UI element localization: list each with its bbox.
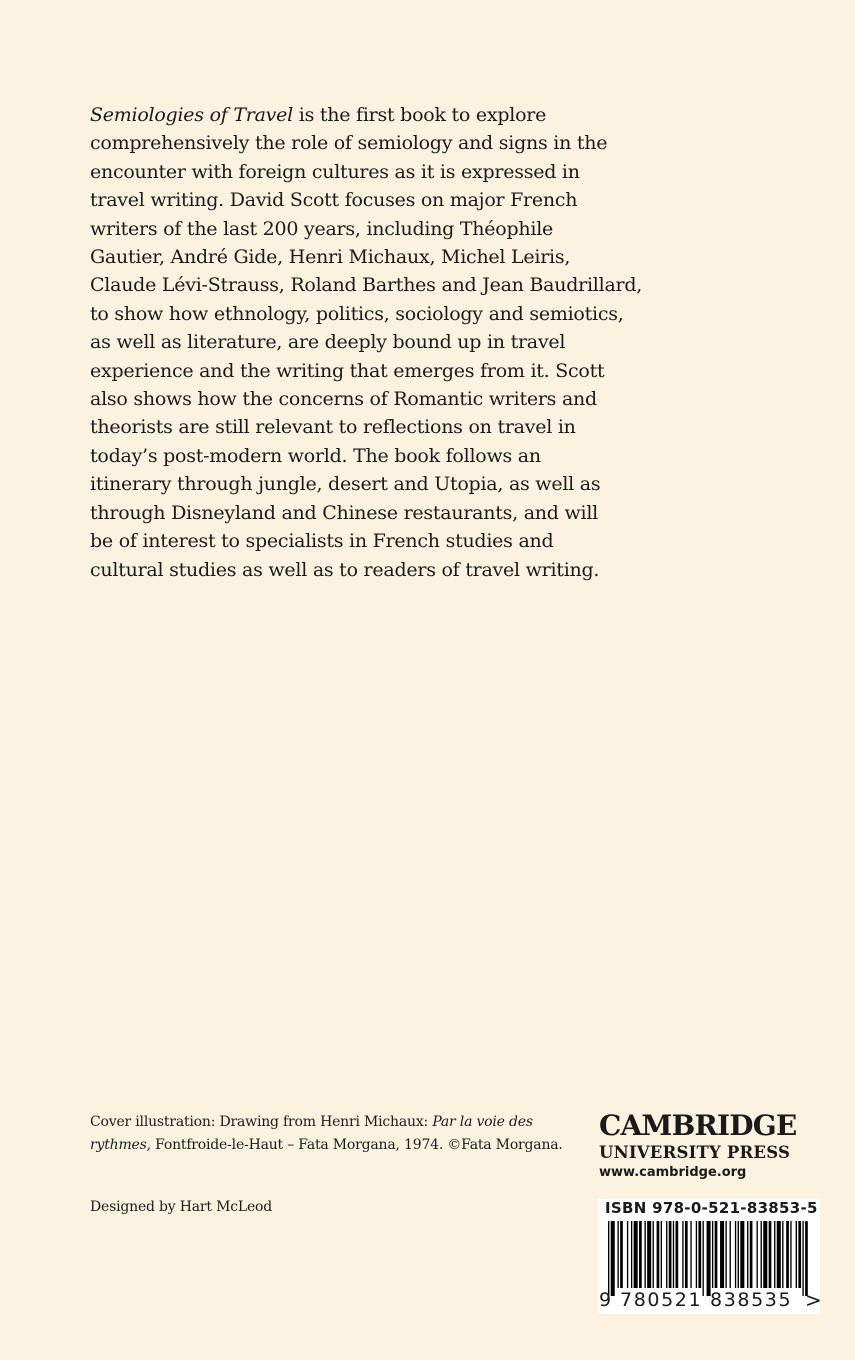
barcode-bar xyxy=(682,1221,683,1288)
barcode-digits-left: 780521 xyxy=(620,1289,703,1311)
publisher-subtitle: UNIVERSITY PRESS xyxy=(599,1143,791,1162)
barcode-bar xyxy=(690,1221,691,1288)
book-title-italic: Semiologies of Travel xyxy=(90,104,293,126)
barcode-bar xyxy=(735,1221,736,1288)
blurb-line-rest: is the first book to explore xyxy=(292,104,547,126)
barcode-bar xyxy=(620,1221,623,1288)
blurb-line: travel writing. David Scott focuses on major French xyxy=(90,189,578,212)
barcode-bar xyxy=(617,1221,618,1288)
blurb-line: through Disneyland and Chinese restaurants, and will xyxy=(90,501,598,524)
barcode-bar xyxy=(786,1221,789,1288)
barcode-bar xyxy=(757,1221,758,1288)
barcode-bar xyxy=(673,1221,674,1288)
barcode-bar xyxy=(790,1221,791,1288)
barcode-digits-right: 838535 xyxy=(710,1289,793,1311)
barcode-bar xyxy=(712,1221,713,1288)
blurb-line: as well as literature, are deeply bound up in travel xyxy=(90,331,566,354)
barcode-bar xyxy=(631,1221,632,1288)
blurb-line: Gautier, André Gide, Henri Michaux, Michel Leiris, xyxy=(90,246,571,269)
blurb-line: to show how ethnology, politics, sociology and semiotics, xyxy=(90,302,624,325)
barcode-bar xyxy=(725,1221,726,1288)
barcode-bar xyxy=(653,1221,654,1288)
blurb-line: itinerary through jungle, desert and Utopia, as well as xyxy=(90,473,601,496)
barcode-bar xyxy=(763,1221,767,1288)
barcode-bar xyxy=(798,1221,801,1288)
barcode-bar xyxy=(707,1221,711,1296)
barcode-bar xyxy=(634,1221,638,1288)
barcode-bar xyxy=(747,1221,748,1288)
barcode-bar xyxy=(805,1221,808,1296)
publisher-url: www.cambridge.org xyxy=(599,1165,747,1180)
barcode-bar xyxy=(657,1221,660,1288)
barcode-bar xyxy=(774,1221,775,1288)
isbn-label: ISBN 978-0-521-83853-5 xyxy=(605,1199,818,1217)
blurb-line: also shows how the concerns of Romantic writers and xyxy=(90,388,597,411)
barcode-bar xyxy=(720,1221,724,1288)
designer-credit: Designed by Hart McLeod xyxy=(90,1199,273,1215)
barcode-bar xyxy=(661,1221,662,1288)
barcode-bar xyxy=(669,1221,672,1288)
credit-line xyxy=(90,1111,563,1134)
barcode-bar xyxy=(698,1221,701,1288)
isbn-barcode xyxy=(598,1199,820,1314)
barcode-bar xyxy=(750,1221,753,1288)
barcode-bar xyxy=(715,1221,718,1288)
barcode-bar xyxy=(703,1221,704,1296)
barcode-bar xyxy=(782,1221,783,1288)
barcode-bar xyxy=(639,1221,642,1288)
blurb-line: be of interest to specialists in French studies and xyxy=(90,530,554,553)
blurb-line: writers of the last 200 years, including Théophile xyxy=(90,217,554,240)
blurb-text xyxy=(90,101,643,584)
blurb-line: today’s post-modern world. The book follows an xyxy=(90,444,541,467)
barcode-bar xyxy=(608,1221,609,1296)
blurb-line xyxy=(90,101,620,129)
blurb-line: comprehensively the role of semiology and signs in the xyxy=(90,132,608,155)
barcode-bar xyxy=(740,1221,744,1288)
blurb-line: theorists are still relevant to reflections on travel in xyxy=(90,416,576,439)
publisher-name: CAMBRIDGE xyxy=(599,1109,797,1142)
barcode-bar xyxy=(802,1221,803,1296)
blurb-line: encounter with foreign cultures as it is expressed in xyxy=(90,160,580,183)
barcode-bar xyxy=(627,1221,628,1288)
barcode-bar xyxy=(696,1221,697,1288)
blurb-line: cultural studies as well as to readers of travel writing. xyxy=(90,558,600,581)
barcode-bar xyxy=(796,1221,797,1288)
barcode-bar xyxy=(730,1221,731,1288)
barcode-bar xyxy=(647,1221,651,1288)
credit-line xyxy=(90,1134,563,1157)
credit-work-title: Par la voie des xyxy=(432,1114,533,1130)
barcode-bar xyxy=(685,1221,688,1288)
barcode-bar xyxy=(666,1221,667,1288)
credit-text: Cover illustration: Drawing from Henri Michaux: xyxy=(90,1114,433,1130)
barcode-arrow: > xyxy=(805,1288,822,1312)
barcode-bar xyxy=(769,1221,772,1288)
blurb-line: Claude Lévi-Strauss, Roland Barthes and Jean Baudrillard, xyxy=(90,274,643,297)
barcode-bar xyxy=(761,1221,762,1288)
publisher-logo xyxy=(599,1109,821,1184)
barcode-bar xyxy=(738,1221,739,1288)
barcode-bar xyxy=(777,1221,781,1288)
barcode-bar xyxy=(644,1221,645,1288)
cover-illustration-credit xyxy=(90,1111,563,1157)
credit-work-title: rythmes xyxy=(90,1137,147,1153)
barcode-lead-digit: 9 xyxy=(599,1289,612,1311)
barcode-bar xyxy=(676,1221,679,1288)
barcode-bar xyxy=(611,1221,615,1296)
credit-text: , Fontfroide-le-Haut – Fata Morgana, 1974. ©Fata Morgana. xyxy=(146,1137,563,1153)
blurb-line: experience and the writing that emerges from it. Scott xyxy=(90,359,605,382)
